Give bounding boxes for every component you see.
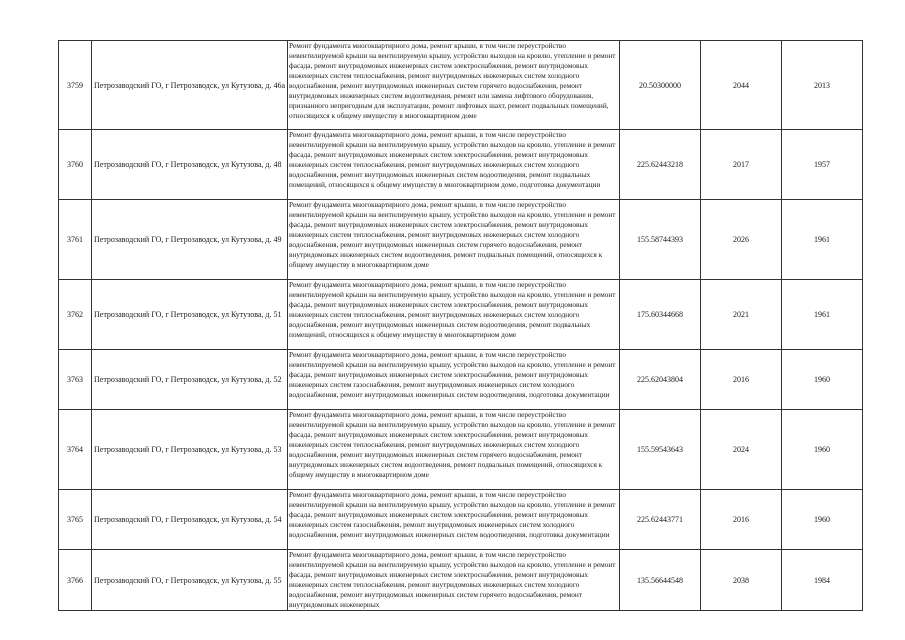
planned-year: 2021 (701, 280, 782, 350)
area-value: 155.59543643 (620, 410, 701, 490)
planned-year: 2017 (701, 130, 782, 200)
built-year: 1984 (782, 550, 863, 611)
house-address: Петрозаводский ГО, г Петрозаводск, ул Кутузова, д. 51 (92, 280, 288, 350)
row-number: 3766 (59, 550, 92, 611)
repair-works: Ремонт фундамента многоквартирного дома, ремонт крыши, в том числе переустройство невентилируемой крыши на вентилируемую крышу, устройство выходов на кровлю, утепление и ремонт фасада, ремонт внутридомовых инженерных систем электроснабжения, ремонт внутридомовых инженерных систем газоснабжения, ремонт внутридомовых инженерных систем холодного водоснабжения, ремонт внутридомовых инженерных систем водоотведения, подготовка документации (288, 490, 620, 550)
repair-works: Ремонт фундамента многоквартирного дома, ремонт крыши, в том числе переустройство невентилируемой крыши на вентилируемую крышу, устройство выходов на кровлю, утепление и ремонт фасада, ремонт внутридомовых инженерных систем электроснабжения, ремонт внутридомовых инженерных систем теплоснабжения, ремонт внутридомовых инженерных систем холодного водоснабжения, ремонт внутридомовых инженерных систем горячего водоснабжения, ремонт внутридомовых инженерных систем водоотведения, ремонт или замена лифтового оборудования, признанного непригодным для эксплуатации, ремонт лифтовых шахт, ремонт подвальных помещений, относящихся к общему имуществу в многоквартирном доме (288, 41, 620, 130)
planned-year: 2044 (701, 41, 782, 130)
planned-year: 2016 (701, 350, 782, 410)
planned-year: 2016 (701, 490, 782, 550)
repair-works: Ремонт фундамента многоквартирного дома, ремонт крыши, в том числе переустройство невентилируемой крыши на вентилируемую крышу, устройство выходов на кровлю, утепление и ремонт фасада, ремонт внутридомовых инженерных систем электроснабжения, ремонт внутридомовых инженерных систем теплоснабжения, ремонт внутридомовых инженерных систем холодного водоснабжения, ремонт внутридомовых инженерных систем горячего водоснабжения, ремонт внутридомовых инженерных систем водоотведения, ремонт подвальных помещений, относящихся к общему имуществу в многоквартирном доме (288, 410, 620, 490)
document-page (58, 40, 863, 611)
area-value: 135.56644548 (620, 550, 701, 611)
repair-works: Ремонт фундамента многоквартирного дома, ремонт крыши, в том числе переустройство невентилируемой крыши на вентилируемую крышу, устройство выходов на кровлю, утепление и ремонт фасада, ремонт внутридомовых инженерных систем электроснабжения, ремонт внутридомовых инженерных систем теплоснабжения, ремонт внутридомовых инженерных систем холодного водоснабжения, ремонт внутридомовых инженерных систем водоотведения, ремонт подвальных помещений, относящихся к общему имуществу в многоквартирном доме, подготовка документации (288, 130, 620, 200)
area-value: 225.62043804 (620, 350, 701, 410)
area-value: 20.50300000 (620, 41, 701, 130)
planned-year: 2024 (701, 410, 782, 490)
built-year: 1960 (782, 410, 863, 490)
house-address: Петрозаводский ГО, г Петрозаводск, ул Кутузова, д. 54 (92, 490, 288, 550)
row-number: 3763 (59, 350, 92, 410)
row-number: 3762 (59, 280, 92, 350)
repair-works: Ремонт фундамента многоквартирного дома, ремонт крыши, в том числе переустройство невентилируемой крыши на вентилируемую крышу, устройство выходов на кровлю, утепление и ремонт фасада, ремонт внутридомовых инженерных систем электроснабжения, ремонт внутридомовых инженерных систем теплоснабжения, ремонт внутридомовых инженерных систем холодного водоснабжения, ремонт внутридомовых инженерных систем водоотведения, ремонт подвальных помещений, относящихся к общему имуществу в многоквартирном доме (288, 280, 620, 350)
built-year: 1960 (782, 490, 863, 550)
area-value: 155.58744393 (620, 200, 701, 280)
repair-works: Ремонт фундамента многоквартирного дома, ремонт крыши, в том числе переустройство невентилируемой крыши на вентилируемую крышу, устройство выходов на кровлю, утепление и ремонт фасада, ремонт внутридомовых инженерных систем электроснабжения, ремонт внутридомовых инженерных систем теплоснабжения, ремонт внутридомовых инженерных систем холодного водоснабжения, ремонт внутридомовых инженерных систем горячего водоснабжения, ремонт внутридомовых инженерных систем водоотведения, ремонт подвальных помещений, относящихся к общему имуществу в многоквартирном доме (288, 200, 620, 280)
row-number: 3760 (59, 130, 92, 200)
area-value: 225.62443218 (620, 130, 701, 200)
row-number: 3764 (59, 410, 92, 490)
planned-year: 2026 (701, 200, 782, 280)
house-address: Петрозаводский ГО, г Петрозаводск, ул Кутузова, д. 53 (92, 410, 288, 490)
row-number: 3761 (59, 200, 92, 280)
table-row (59, 490, 863, 550)
built-year: 1960 (782, 350, 863, 410)
repair-works: Ремонт фундамента многоквартирного дома, ремонт крыши, в том числе переустройство невентилируемой крыши на вентилируемую крышу, устройство выходов на кровлю, утепление и ремонт фасада, ремонт внутридомовых инженерных систем электроснабжения, ремонт внутридомовых инженерных систем газоснабжения, ремонт внутридомовых инженерных систем холодного водоснабжения, ремонт внутридомовых инженерных систем водоотведения, подготовка документации (288, 350, 620, 410)
area-value: 175.60344668 (620, 280, 701, 350)
row-number: 3765 (59, 490, 92, 550)
table-row (59, 350, 863, 410)
planned-year: 2038 (701, 550, 782, 611)
table-row (59, 550, 863, 611)
built-year: 1957 (782, 130, 863, 200)
house-address: Петрозаводский ГО, г Петрозаводск, ул Кутузова, д. 52 (92, 350, 288, 410)
house-address: Петрозаводский ГО, г Петрозаводск, ул Кутузова, д. 55 (92, 550, 288, 611)
housing-repair-table (58, 40, 863, 611)
built-year: 2013 (782, 41, 863, 130)
table-row (59, 41, 863, 130)
table-row (59, 410, 863, 490)
row-number: 3759 (59, 41, 92, 130)
built-year: 1961 (782, 280, 863, 350)
built-year: 1961 (782, 200, 863, 280)
house-address: Петрозаводский ГО, г Петрозаводск, ул Кутузова, д. 46а (92, 41, 288, 130)
table-row (59, 130, 863, 200)
house-address: Петрозаводский ГО, г Петрозаводск, ул Кутузова, д. 49 (92, 200, 288, 280)
table-row (59, 200, 863, 280)
area-value: 225.62443771 (620, 490, 701, 550)
table-row (59, 280, 863, 350)
repair-works: Ремонт фундамента многоквартирного дома, ремонт крыши, в том числе переустройство невентилируемой крыши на вентилируемую крышу, устройство выходов на кровлю, утепление и ремонт фасада, ремонт внутридомовых инженерных систем электроснабжения, ремонт внутридомовых инженерных систем теплоснабжения, ремонт внутридомовых инженерных систем холодного водоснабжения, ремонт внутридомовых инженерных систем горячего водоснабжения, ремонт внутридомовых инженерных (288, 550, 620, 611)
house-address: Петрозаводский ГО, г Петрозаводск, ул Кутузова, д. 48 (92, 130, 288, 200)
